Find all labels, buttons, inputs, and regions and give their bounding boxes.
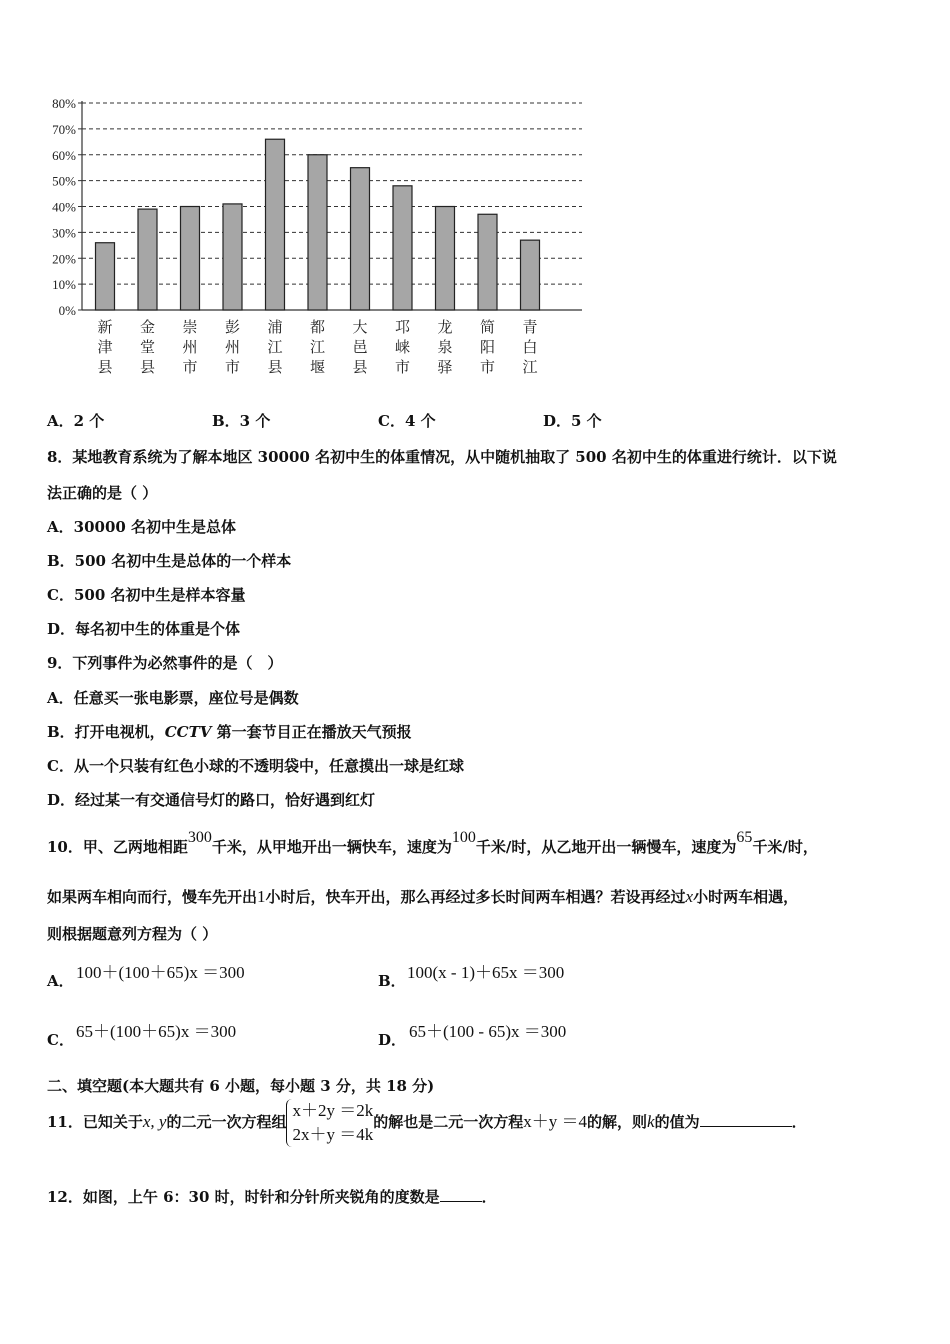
q11-answer-blank[interactable]: [700, 1126, 792, 1127]
q7-option-b: B．3 个: [212, 412, 271, 430]
x-tick-label: 市: [182, 358, 198, 376]
bar-浦江县: [266, 139, 285, 310]
q9-option-b: [47, 721, 412, 742]
q11-text-5: 的值为: [654, 1113, 700, 1131]
x-tick-label: 市: [479, 358, 496, 376]
x-tick-label: 金: [139, 318, 156, 336]
q9-option-b-pre: B．打开电视机，: [47, 723, 165, 741]
x-tick-label: 大: [352, 318, 368, 336]
x-tick-label: 江: [522, 358, 538, 376]
q11-text-2: 的二元一次方程组: [166, 1113, 287, 1131]
q12: [47, 1186, 497, 1207]
q7-option-d: D．5 个: [543, 412, 602, 430]
x-tick-label: 县: [267, 358, 283, 376]
bar-崇州市: [181, 207, 200, 311]
q10-text-6: 小时后，快车开出，那么再经过多长时间两车相遇？若设再经过: [265, 888, 686, 906]
y-tick-label: 20%: [52, 251, 76, 267]
bar-彭州市: [223, 204, 242, 310]
q11-text-3: 的解也是二元一次方程: [373, 1113, 524, 1131]
q10-var-x: x: [685, 887, 694, 906]
q7-option-c: C．4 个: [378, 412, 436, 430]
x-tick-label: 新: [97, 318, 113, 336]
q10-text-3: 千米/时，从乙地开出一辆慢车，速度为: [475, 838, 737, 856]
q10-speed-slow: 65: [736, 829, 753, 846]
q8-option-d: D．每名初中生的体重是个体: [47, 620, 241, 638]
bar-简阳市: [478, 214, 497, 310]
q12-end: ．: [481, 1188, 497, 1206]
x-tick-label: 县: [139, 358, 156, 376]
y-tick-label: 70%: [52, 121, 76, 137]
x-tick-label: 邑: [352, 338, 368, 356]
x-tick-label: 浦: [267, 318, 283, 336]
x-tick-label: 阳: [479, 338, 496, 356]
q10-option-d-label: D．: [378, 1031, 407, 1049]
x-tick-label: 邛: [394, 318, 411, 336]
x-tick-label: 龙: [437, 318, 453, 336]
q9-stem: 9．下列事件为必然事件的是（ ）: [47, 654, 283, 672]
x-tick-label: 州: [182, 338, 198, 356]
x-tick-label: 县: [352, 358, 368, 376]
x-tick-label: 崃: [394, 338, 411, 356]
x-tick-label: 津: [97, 338, 113, 356]
q7-option-a: A．2 个: [47, 412, 105, 430]
q10-speed-fast: 100: [451, 829, 476, 846]
x-tick-label: 市: [394, 358, 411, 376]
q11-var-k: k: [647, 1112, 655, 1131]
x-tick-label: 崇: [182, 318, 198, 336]
q11: [47, 1099, 807, 1147]
q11-vars: x, y: [142, 1112, 167, 1131]
y-tick-label: 80%: [52, 96, 76, 111]
x-tick-label: 都: [309, 318, 326, 336]
y-tick-label: 40%: [52, 199, 76, 215]
bar-金堂县: [138, 209, 157, 310]
q10-text-1: 10．甲、乙两地相距: [47, 838, 188, 856]
q10-option-b-equation: 100(x - 1)＋65x ＝300: [407, 963, 565, 982]
q10-option-b-label: B．: [378, 972, 406, 990]
y-tick-label: 60%: [52, 147, 76, 163]
x-tick-label: 泉: [437, 338, 453, 356]
y-tick-label: 50%: [52, 173, 76, 189]
q11-text-1: 11．已知关于: [47, 1113, 143, 1131]
q11-text-4: 的解，则: [587, 1113, 648, 1131]
q10-stem-line1: [47, 829, 818, 857]
bar-青白江: [521, 240, 540, 310]
bar-大邑县: [351, 168, 370, 310]
q11-equation-system: [286, 1099, 373, 1147]
y-tick-label: 10%: [52, 277, 76, 293]
q10-option-c-label: C．: [47, 1031, 74, 1049]
q12-answer-blank[interactable]: [440, 1201, 482, 1202]
x-tick-label: 简: [479, 318, 496, 336]
x-tick-label: 江: [309, 338, 326, 356]
q10-option-d-equation: 65＋(100 - 65)x ＝300: [409, 1022, 567, 1041]
q10-option-a-label: A．: [47, 972, 74, 990]
x-tick-label: 青: [522, 318, 538, 336]
q8-option-b: B．500 名初中生是总体的一个样本: [47, 552, 292, 570]
x-tick-label: 江: [267, 338, 283, 356]
q10-stem-line3: 则根据题意列方程为（ ）: [47, 925, 218, 943]
q11-eq2: 2x＋y ＝4k: [292, 1125, 374, 1144]
q11-eq1: x＋2y ＝2k: [292, 1101, 374, 1120]
x-tick-label: 市: [224, 358, 241, 376]
x-tick-label: 县: [97, 358, 113, 376]
q10-option-a-equation: 100＋(100＋65)x ＝300: [76, 963, 245, 982]
bar-新津县: [96, 243, 115, 310]
q8-stem-line2: 法正确的是（ ）: [47, 484, 158, 502]
x-tick-label: 州: [224, 338, 241, 356]
q8-option-a: A．30000 名初中生是总体: [47, 518, 237, 536]
x-tick-label: 彭: [224, 318, 241, 336]
q10-stem-line2: [47, 886, 798, 907]
q10-one: 1: [257, 887, 266, 906]
x-tick-label: 堂: [139, 338, 156, 356]
q10-text-5: 如果两车相向而行，慢车先开出: [47, 888, 258, 906]
x-tick-label: 驿: [437, 358, 453, 376]
y-tick-label: 0%: [58, 303, 76, 318]
x-tick-label: 堰: [309, 358, 326, 376]
bar-邛崃市: [393, 186, 412, 310]
y-tick-label: 30%: [52, 225, 76, 241]
q9-option-b-cctv: CCTV: [164, 723, 212, 741]
x-tick-label: 白: [522, 338, 538, 356]
bar-chart: [30, 88, 590, 388]
q9-option-b-post: 第一套节目正在播放天气预报: [211, 723, 412, 741]
q10-text-7: 小时两车相遇，: [693, 888, 799, 906]
bar-都江堰: [308, 155, 327, 310]
q10-text-2: 千米，从甲地开出一辆快车，速度为: [211, 838, 452, 856]
q8-option-c: C．500 名初中生是样本容量: [47, 586, 246, 604]
q11-end: ．: [791, 1113, 807, 1131]
q9-option-d: D．经过某一有交通信号灯的路口，恰好遇到红灯: [47, 791, 376, 809]
q8-stem-line1: 8．某地教育系统为了解本地区 30000 名初中生的体重情况，从中随机抽取了 500 名初中生的体重进行统计．以下说: [47, 448, 837, 466]
q9-option-a: A．任意买一张电影票，座位号是偶数: [47, 689, 299, 707]
section-2-heading: 二、填空题(本大题共有 6 小题，每小题 3 分，共 18 分): [47, 1077, 435, 1095]
q10-distance: 300: [187, 829, 212, 846]
q12-text: 12．如图，上午 6：30 时，时针和分针所夹锐角的度数是: [47, 1188, 440, 1206]
q10-option-c-equation: 65＋(100＋65)x ＝300: [76, 1022, 237, 1041]
q10-text-4: 千米/时，: [752, 838, 818, 856]
q9-option-c: C．从一个只装有红色小球的不透明袋中，任意摸出一球是红球: [47, 757, 464, 775]
bar-龙泉驿: [436, 207, 455, 311]
q11-eq3: x＋y ＝4: [523, 1112, 587, 1131]
